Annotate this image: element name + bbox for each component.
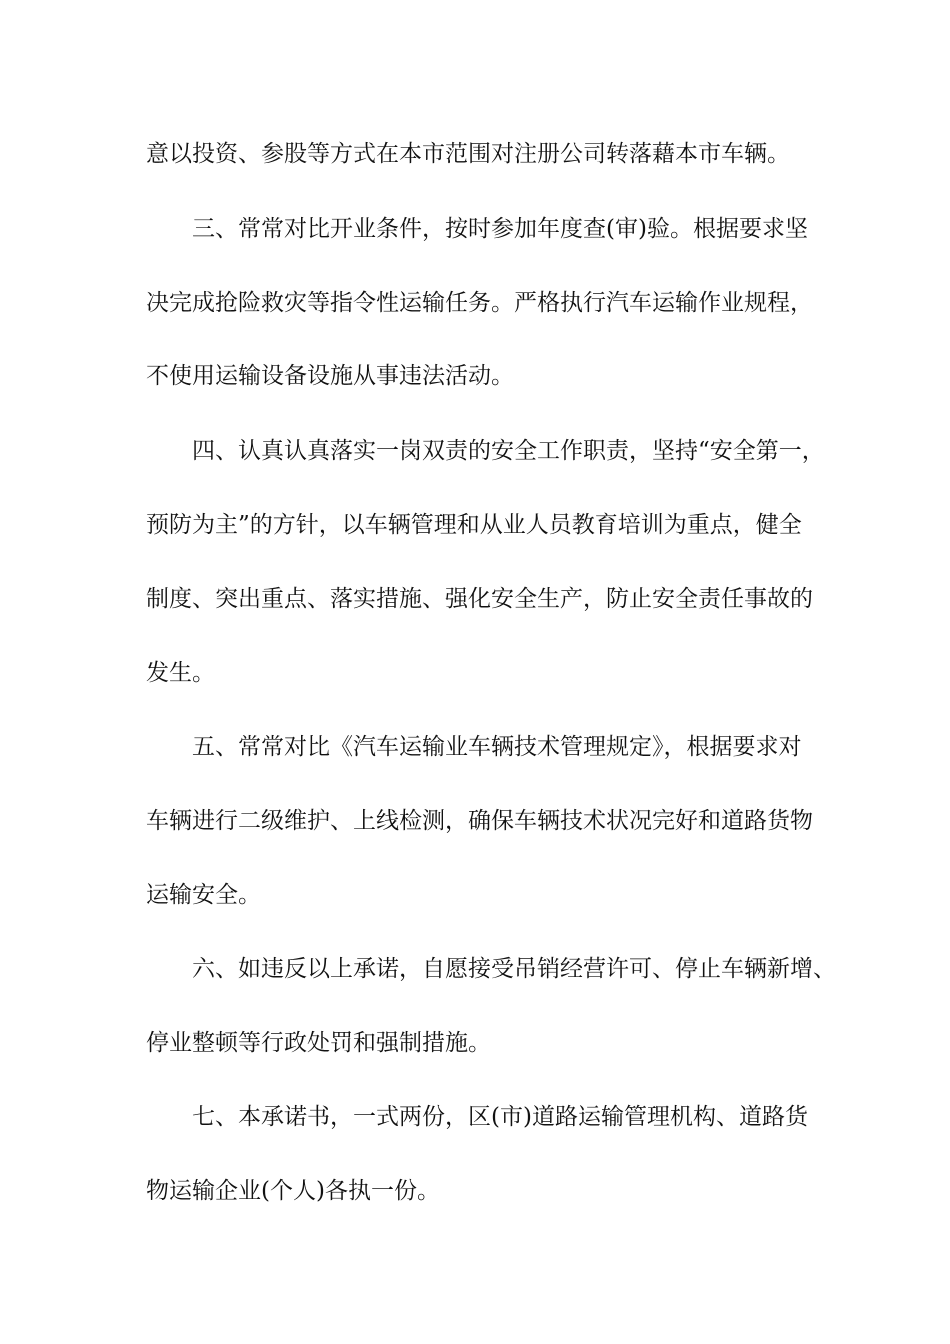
paragraph-6-line-2: 停业整顿等行政处罚和强制措施。	[146, 1030, 491, 1056]
paragraph-4-line-4: 发生。	[146, 660, 215, 686]
paragraph-5-line-1: 五、常常对比《汽车运输业车辆技术管理规定》，根据要求对	[192, 734, 802, 760]
paragraph-4-line-3: 制度、突出重点、落实措施、强化安全生产，防止安全责任事故的	[146, 586, 813, 612]
paragraph-2-line-1: 意以投资、参股等方式在本市范围对注册公司转落藉本市车辆。	[146, 141, 790, 167]
paragraph-3-line-2: 决完成抢险救灾等指令性运输任务。严格执行汽车运输作业规程，	[146, 290, 813, 316]
paragraph-6-line-1: 六、如违反以上承诺，自愿接受吊销经营许可、停止车辆新增、	[192, 956, 836, 982]
paragraph-3-line-1: 三、常常对比开业条件，按时参加年度查(审)验。根据要求坚	[192, 216, 808, 242]
paragraph-5-line-2: 车辆进行二级维护、上线检测，确保车辆技术状况完好和道路货物	[146, 808, 813, 834]
paragraph-4-line-2: 预防为主”的方针，以车辆管理和从业人员教育培训为重点，健全	[146, 512, 802, 538]
paragraph-7-line-2: 物运输企业(个人)各执一份。	[146, 1178, 440, 1204]
paragraph-5-line-3: 运输安全。	[146, 882, 261, 908]
paragraph-3-line-3: 不使用运输设备设施从事违法活动。	[146, 363, 514, 389]
paragraph-7-line-1: 七、本承诺书，一式两份，区(市)道路运输管理机构、道路货	[192, 1104, 808, 1130]
paragraph-4-line-1: 四、认真认真落实一岗双责的安全工作职责，坚持“安全第一，	[192, 438, 825, 464]
